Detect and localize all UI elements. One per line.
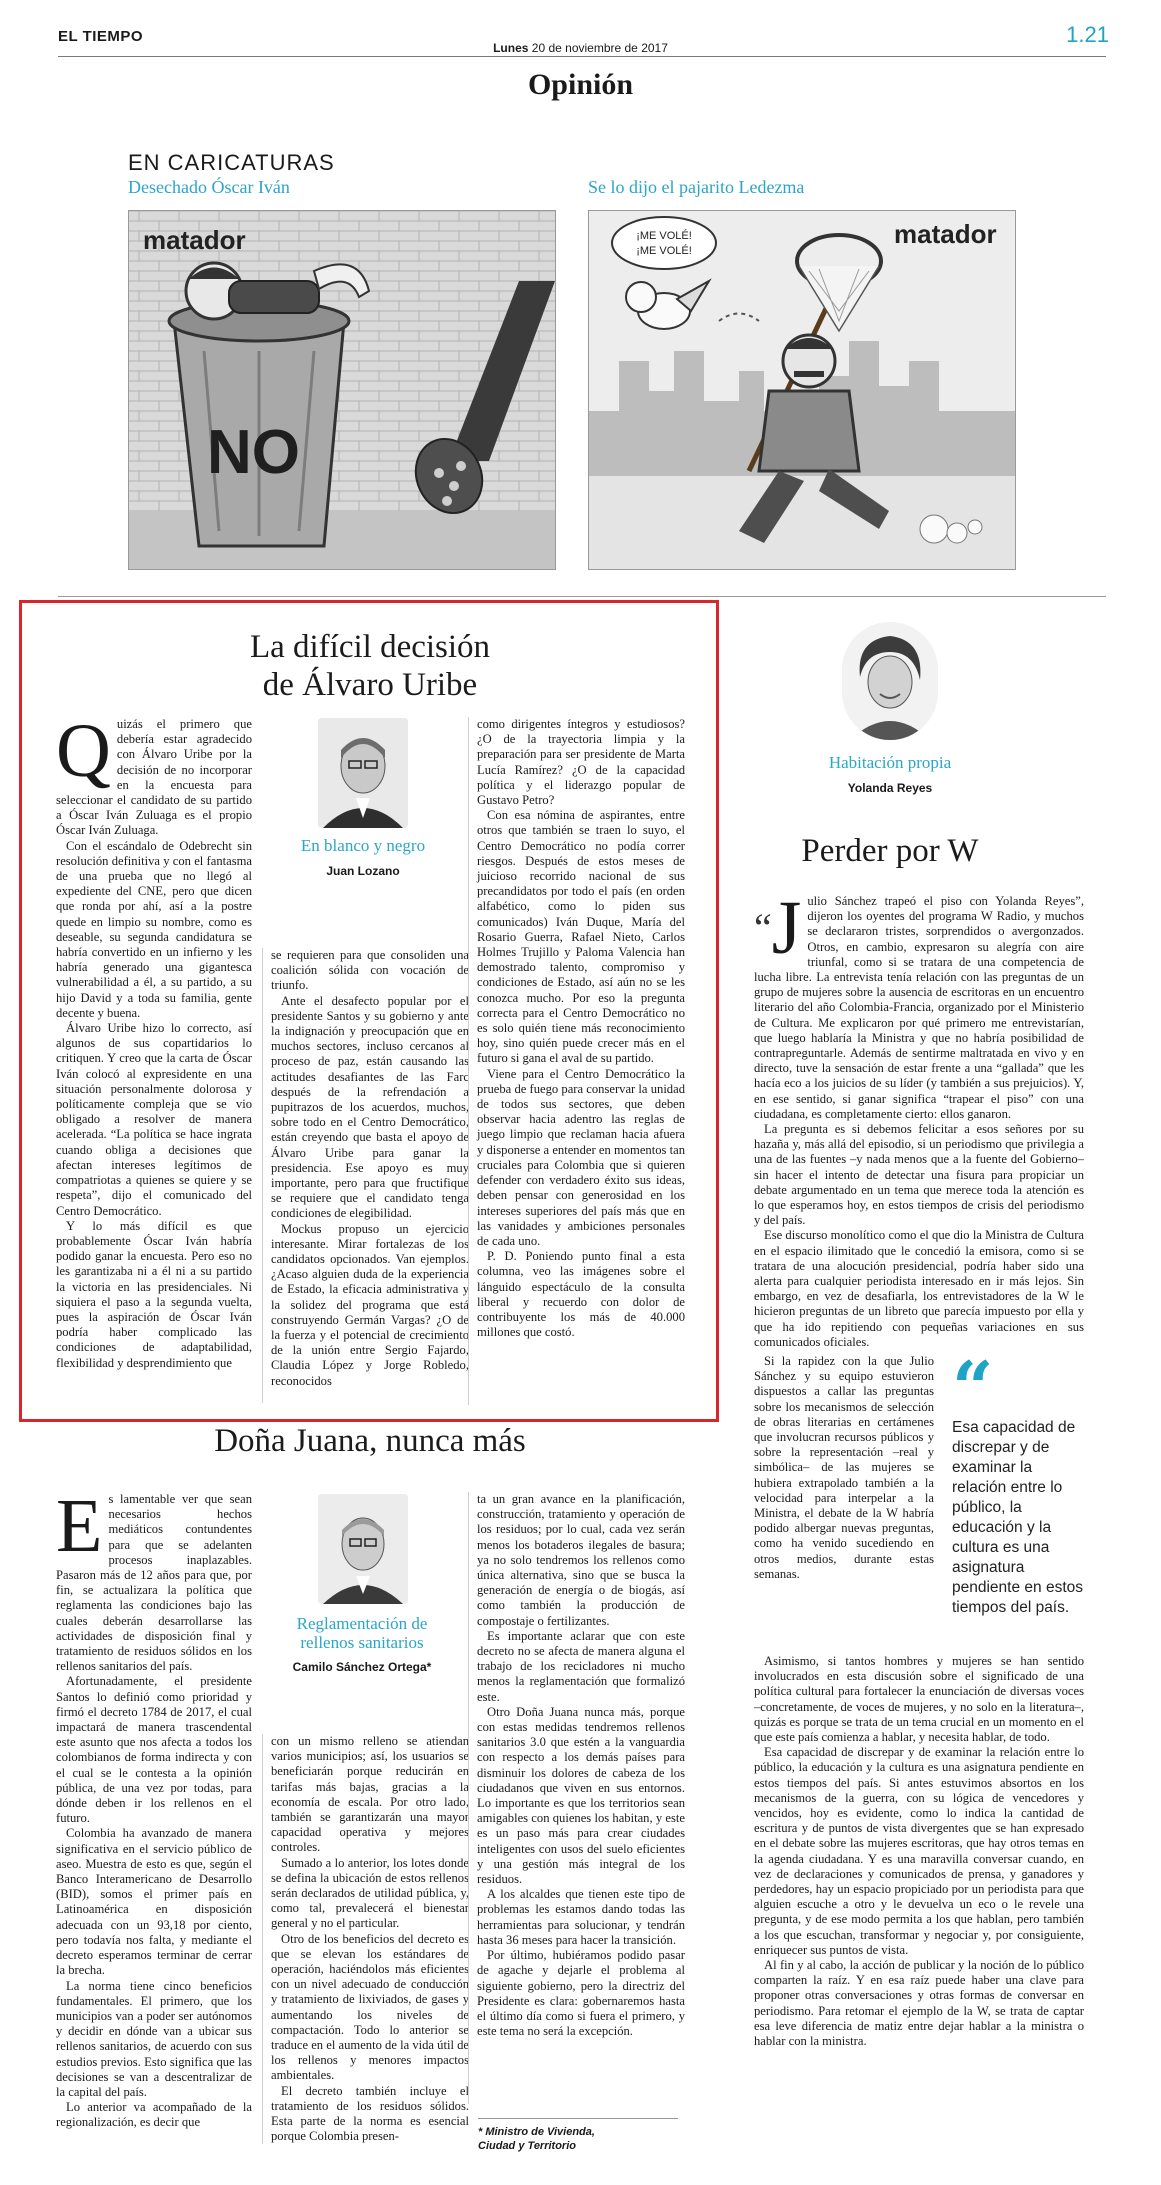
article3-drop-cap <box>754 894 802 970</box>
camilo-sanchez-portrait <box>318 1494 408 1604</box>
article3-drop-letter: J <box>771 894 802 970</box>
juan-lozano-portrait <box>318 718 408 828</box>
pull-quote <box>952 1345 1084 1628</box>
article3-paragraph: Asimismo, si tantos hombres y mujeres se han sentido involucrados en esta discusión sobre el significado de una política cultural para fortalecer la enunciación de diversas voces –concretamente, de voces de mujeres, y no solo en la literatura–, quizás es porque se trata de un tema crucial en un momento en el que este país comienza a hablar, y necesita hablar, de todo. <box>754 1654 1084 1745</box>
article1-paragraph: Y lo más difícil es que probablemente Óscar Iván habría podido ganar la encuesta. Pero eso no les garantizaba ni a él ni a su partido la victoria en las presidenciales. Ni siquiera el paso a la segunda vuelta, pues la aspiración de Óscar Iván podría haber complicado las condiciones de adaptabilidad, flexibilidad y desprendimiento que <box>56 1218 252 1370</box>
article1-paragraph: Con esa nómina de aspirantes, entre otros que también se traen lo suyo, el Centro Democrático no podía correr riesgos. Después de estos meses de juicioso recorrido nacional de sus precandidatos por todo el país (en orden alfabético, como lo piden sus comunicados) Iván Duque, María del Rosario Guerra, Rafael Nieto, Carlos Holmes Trujillo y Paloma Valencia han demostrado talento, compromiso y condiciones de Estado, así aún no se les conozca mucho. Por eso la pregunta correcta para el Centro Democrático no es solo quién tiene más reconocimiento hoy, sino quién puede crecer más en el futuro si gana el aval de su partido. <box>477 808 685 1066</box>
cartoon-left-signature: matador <box>143 225 246 255</box>
article3-column-name: Habitación propia <box>828 753 952 772</box>
opening-quote-icon: “ <box>754 905 772 950</box>
article2-paragraph: Por último, hubiéramos podido pasar de agache y dejarle el problema al siguiente gobierno, pero la directriz del Presidente es clara: gobernaremos hasta el último día como si fuera el primero, y este tema no será la excepción. <box>477 1948 685 2039</box>
article3-paragraph: Al fin y al cabo, la acción de publicar y la noción de lo público comparten la raíz. Y en esa raíz puede haber una clave para proponer otras conversaciones y otras formas de conversar en periodismo. Para retomar el ejemplo de la W, se trata de captar esa leve diferencia de matiz entre dejar hablar a la ministra o hablar con la ministra. <box>754 1958 1084 2049</box>
article2-paragraph: Otro Doña Juana nunca más, porque con estas medidas tendremos rellenos sanitarios 3.0 que estén a la vanguardia con respecto a los demás países para disminuir los dolores de cabeza de los ciudadanos que viven en sus entornos. Lo importante es que los territorios sean amigables con quienes los habitan, y este es un paso más para crear ciudades inteligentes con usos del suelo eficientes y una gestión más integral de los residuos. <box>477 1704 685 1887</box>
article2-column-name <box>262 1614 462 1652</box>
article1-paragraph: Con el escándalo de Odebrecht sin resolución definitiva y con el fantasma de una prueba que no llegó al expediente del CNE, pero que dicen que ronda por ahí, así a la postre quede en limpio su nombre, como es deseable, su segunda candidatura se habría convertido en un infierno y les habría generado una gigantesca vulnerabilidad a él, a su partido, a su hijo David y a toda su familia, gente decente y buena. <box>56 838 252 1020</box>
cartoon-left-drawing <box>129 211 555 569</box>
article2-footnote <box>478 2118 678 2153</box>
article3-column-top <box>754 894 1084 1354</box>
article2-paragraph: Sumado a lo anterior, los lotes donde se defina la ubicación de estos rellenos serán declarados de utilidad pública, y, como tal, prevalecerá el bienestar general y no el particular. <box>271 1855 469 1931</box>
article2-paragraph: Lo anterior va acompañado de la regionalización, es decir que <box>56 2100 252 2130</box>
cartoon-right <box>588 210 1016 570</box>
article2-footnote-line-2: Ciudad y Territorio <box>478 2140 576 2152</box>
article2-paragraph: A los alcaldes que tienen este tipo de problemas les estamos dando todas las herramientas para solucionar, y tendrán hasta 36 meses para hacer la transición. <box>477 1887 685 1947</box>
article1-author: Juan Lozano <box>326 864 400 878</box>
article2-column-2 <box>262 1734 469 2144</box>
yolanda-reyes-portrait <box>842 622 938 740</box>
article1-title-line-2: de Álvaro Uribe <box>262 667 478 703</box>
article1-paragraph: Viene para el Centro Democrático la prueba de fuego para conservar la unidad de todos sus sectores, que deben observar hacia adentro las reglas de juego limpio que reclaman hacia afuera y disponerse a entender en momentos tan cruciales para Colombia que si quieren defender con verdadero éxito sus ideas, deben pensar con generosidad en los intereses superiores del país más que en las vanidades y ambiciones personales de cada uno. <box>477 1066 685 1248</box>
article1-column-3 <box>468 717 685 1405</box>
bubble-line-2: ¡ME VOLÉ! <box>636 245 692 257</box>
article2-paragraph: La norma tiene cinco beneficios fundamentales. El primero, que los municipios van a poder ser autónomos y decidir en dónde van a ubicar sus rellenos sanitarios, de acuerdo con sus estudios previos. Esto significa que las decisiones se van a descentralizar de la capital del país. <box>56 1978 252 2099</box>
article2-footnote-line-1: * Ministro de Vivienda, <box>478 2126 595 2138</box>
article2-column-1 <box>56 1492 252 2142</box>
article3-column-narrow <box>754 1354 934 1654</box>
section-title: Opinión <box>527 68 634 101</box>
article1-paragraph <box>56 717 252 839</box>
article1-drop-cap: Q <box>56 717 111 793</box>
article3-paragraph: Ese discurso monolítico como el que dio la Ministra de Cultura en el espacio ilimitado que le concedió la emisora, como si se tratara de una alocución presidencial, podría haber sido una alerta para cualquier periodista interesado en ir más lejos. Sin embargo, en vez de desafiarla, los entrevistadores de la W le hicieron preguntas de un libreto que parecía impuesto por ella y que ha ido repitiendo con pequeñas variaciones en sus comunicados oficiales. <box>754 1228 1084 1349</box>
article1-paragraph: se requieren para que consoliden una coalición sólida con vocación de triunfo. <box>271 948 469 993</box>
camilo-sanchez-photo <box>318 1494 408 1604</box>
article3-author: Yolanda Reyes <box>847 781 933 795</box>
article1-paragraph: como dirigentes íntegros y estudiosos? ¿O de la trayectoria limpia y la preparación para ser presidente de Marta Lucía Ramírez? ¿O de la capacidad política y el liderazgo popular de Gustavo Petro? <box>477 717 685 808</box>
cartoon-left-caption: Desechado Óscar Iván <box>128 177 290 197</box>
newspaper-brand: EL TIEMPO <box>58 28 144 45</box>
issue-day: Lunes <box>493 41 529 55</box>
article1-paragraph: Ante el desafecto popular por el presidente Santos y su gobierno y ante la indignación y preocupación que en muchos sectores, incluso cercanos al proceso de paz, están causando las actitudes desafiantes de las Farc después de la refrendación a pupitrazos de los acuerdos, muchos, sobre todo en el Centro Democrático, están creyendo que basta el apoyo de Álvaro Uribe para ganar la presidencia. Ese apoyo es muy importante, pero para que fructifique se requiere que el candidato tenga condiciones de elegibilidad. <box>271 993 469 1221</box>
header-rule <box>58 56 1106 57</box>
article1-title <box>40 628 700 704</box>
juan-lozano-photo <box>318 718 408 828</box>
cartoon-right-drawing <box>589 211 1015 569</box>
article1-paragraph: P. D. Poniendo punto final a esta columna, veo las imágenes sobre el lánguido espectáculo de la consulta liberal y recuerdo con dolor de contribuyente los más de 40.000 millones que costó. <box>477 1249 685 1340</box>
article3-paragraph: Si la rapidez con la que Julio Sánchez y su equipo estuvieron dispuestos a callar las preguntas sobre los mecanismos de selección de obras literarias en certámenes que involucran recursos públicos y sobre la representación –real y simbólica– de las mujeres se hubiera extrapolado también a la velocidad para interpelar a la Ministra, el debate de la W habría podido albergar nuevas preguntas, como ha venido sucediendo en otros medios, durante estas semanas. <box>754 1354 934 1581</box>
article2-title: Doña Juana, nunca más <box>214 1423 526 1459</box>
article1-paragraph: Mockus propuso un ejercicio interesante. Mirar fortalezas de los candidatos opcionados. Van ejemplos. ¿Acaso alguien duda de la experiencia de Estado, la eficacia administrativa y la solidez del programa que está construyendo Germán Vargas? ¿O de la fuerza y el potencial de crecimiento de la unión entre Sergio Fajardo, Claudia López y Jorge Robledo, reconocidos <box>271 1221 469 1388</box>
article2-column-3 <box>468 1492 685 2104</box>
article3-paragraph: Esa capacidad de discrepar y de examinar la relación entre lo público, la educación y la cultura es una asignatura pendiente en estos tiempos del país. Si antes estuvimos absortos en los mecanismos de la guerra, con su lógica de vencedores y vencidos, hoy es evidente, como lo indica la cantidad de escritura y de puntos de vista divergentes que se han expresado en el debate sobre las mujeres escritoras, que hay otros temas en la agenda ciudadana. Y es una maravilla conversar cuando, en vez de declaraciones y comunicados de prensa, y ganadores y perdedores, hay un espacio propiciado por un periodista para que alguien escuche a otro y le devuelva un eco o le revele una pregunta, y de ese modo permita a los que hablan, pero también a los que escuchan, transformar y negociar y, por consiguiente, enriquecer sus puntos de vista. <box>754 1745 1084 1957</box>
article3-paragraph: La pregunta es si debemos felicitar a esos señores por su hazaña y, más allá del episodio, si un periodismo que privilegia a una de las fuentes –y nada menos que a la fuente del Gobierno– sin hacer el intento de detectar una fisura para propiciar un debate argumentado en un tema que merece toda la atención es lo que esperamos hoy, en estos tiempos de crisis del periodismo y del país. <box>754 1122 1084 1228</box>
article3-column-bottom <box>754 1654 1084 2170</box>
article2-paragraph: Colombia ha avanzado de manera significativa en el servicio público de aseo. Muestra de esto es que, según el Banco Interamericano de Desarrollo (BID), somos el primer país en Latinoamérica en disposición adecuada con un 93,18 por ciento, pero todavía nos falta, y mediante el decreto esperamos terminar de cerrar la brecha. <box>56 1826 252 1978</box>
trash-can-label: NO <box>207 418 300 487</box>
page-number: 1.21 <box>1066 22 1109 47</box>
article1-title-line-1: La difícil decisión <box>249 629 491 665</box>
article1-column-2 <box>262 948 469 1403</box>
cartoons-kicker: EN CARICATURAS <box>128 150 335 175</box>
article2-drop-cap: E <box>56 1492 103 1568</box>
article2-paragraph: Otro de los beneficios del decreto es que se elevan los estándares de operación, haciéndolos más eficientes con un nivel adecuado de conducción y tratamiento de lixiviados, de gases y aumentando los niveles de compactación. Todo lo anterior se traduce en el aumento de la vida útil de los rellenos y menores impactos ambientales. <box>271 1931 469 2083</box>
cartoon-left <box>128 210 556 570</box>
article2-paragraph <box>56 1492 252 1674</box>
article1-paragraph: Álvaro Uribe hizo lo correcto, así algunos de sus copartidarios lo critiquen. Y creo que la carta de Óscar Iván colocó al expresidente en una situación personalmente dolorosa y políticamente compleja que se vio obligado a resolver de manera acelerada. “La política se hace ingrata cuando obliga a decisiones que afectan intereses legítimos de compatriotas a quienes se quiere y se respeta”, dijo el comunicado del Centro Democrático. <box>56 1021 252 1218</box>
article2-author: Camilo Sánchez Ortega* <box>292 1660 432 1674</box>
issue-date-rest: 20 de noviembre de 2017 <box>531 41 668 55</box>
article2-column-name-line-2: rellenos sanitarios <box>300 1633 424 1652</box>
article1-column-name: En blanco y negro <box>300 836 426 855</box>
bubble-line-1: ¡ME VOLÉ! <box>636 230 692 242</box>
article2-paragraph: con un mismo relleno se atiendan varios municipios; así, los usuarios se beneficiarán porque reducirán en tarifas más bajas, gracias a la economía de escala. Por otro lado, también se garantizarán una mayor capacidad operativa y mejores controles. <box>271 1734 469 1855</box>
pull-quote-icon: “ <box>952 1345 994 1430</box>
article2-paragraph: El decreto también incluye el tratamiento de los residuos sólidos. Esta parte de la norma es esencial porque Colombia presen- <box>271 2083 469 2144</box>
cartoon-right-caption: Se lo dijo el pajarito Ledezma <box>588 177 805 197</box>
article1-paragraph-text: uizás el primero que debería estar agradecido con Álvaro Uribe por la decisión de no incorporar en la encuesta para seleccionar el candidato de su partido a Óscar Iván Zuluaga es el propio Óscar Iván Zuluaga. <box>56 717 252 838</box>
cartoons-bottom-rule <box>58 596 1106 597</box>
article3-paragraph-text: ulio Sánchez trapeó el piso con Yolanda Reyes”, dijeron los oyentes del programa W Radio, y muchos se declararon tristes, sorprendidos o avergonzados. Otros, en cambio, expresaron su alegría con aire triunfal, como si se tratara de una competencia de lucha libre. La entrevista tenía relación con las preguntas de un grupo de mujeres sobre la ausencia de escritoras en un encuentro literario del año Colombia-Francia, organizado por el Ministerio de Cultura. Me explicaron por qué primero me entrevistarían, que luego hablaría la Ministra y que no habría posibilidad de contrapreguntarle. Además de sentirme maltratada en vivo y en directo, tuve la sensación de estar frente a una “gallada” que les hacía eco a los juicios de su líder (y también a sus prejuicios). Y, en ese sentido, si ganar significa “trapear el piso” con una ciudadana, es completamente cierto: ellos ganaron. <box>754 894 1084 1121</box>
issue-date <box>0 41 1161 55</box>
article2-column-name-line-1: Reglamentación de <box>296 1614 428 1633</box>
article1-column-1 <box>56 717 252 1405</box>
article2-paragraph-text: s lamentable ver que sean necesarios hechos mediáticos contundentes para que se adelanten procesos inaplazables. Pasaron más de 12 años para que, por fin, se actualizara la política que reglamenta las condiciones bajo las cuales deberán desarrollarse las actividades de disposición final y tratamiento de residuos sólidos en los rellenos sanitarios del país. <box>56 1492 252 1674</box>
article2-paragraph: Afortunadamente, el presidente Santos lo definió como prioridad y firmó el decreto 1784 de 2017, el cual impactará de manera trascendental este asunto que nos afecta a todos los colombianos de forma indirecta y con el cual se le contesta a la opinión pública, de una vez por todas, para dónde deben ir los rellenos en el futuro. <box>56 1674 252 1826</box>
article2-paragraph: ta un gran avance en la planificación, construcción, tratamiento y operación de los residuos; por lo cual, cada vez serán menos los botaderos ilegales de basura; ya no solo tendremos los rellenos como única alternativa, sino que se busca la generación de energía o de biogás, así como también la producción de compostaje o fertilizantes. <box>477 1492 685 1628</box>
yolanda-reyes-photo <box>842 622 938 740</box>
pull-quote-text: Esa capacidad de discrepar y de examinar la relación entre lo público, la educación y la cultura es una asignatura pendiente en estos tiempos del país. <box>952 1419 1083 1616</box>
article2-paragraph: Es importante aclarar que con este decreto no se afecta de manera alguna el trabajo de los recicladores ni mucho menos la reglamentación que formalizó este. <box>477 1628 685 1704</box>
cartoon-right-signature: matador <box>894 219 997 249</box>
article3-title: Perder por W <box>801 833 979 869</box>
article3-paragraph <box>754 894 1084 1122</box>
